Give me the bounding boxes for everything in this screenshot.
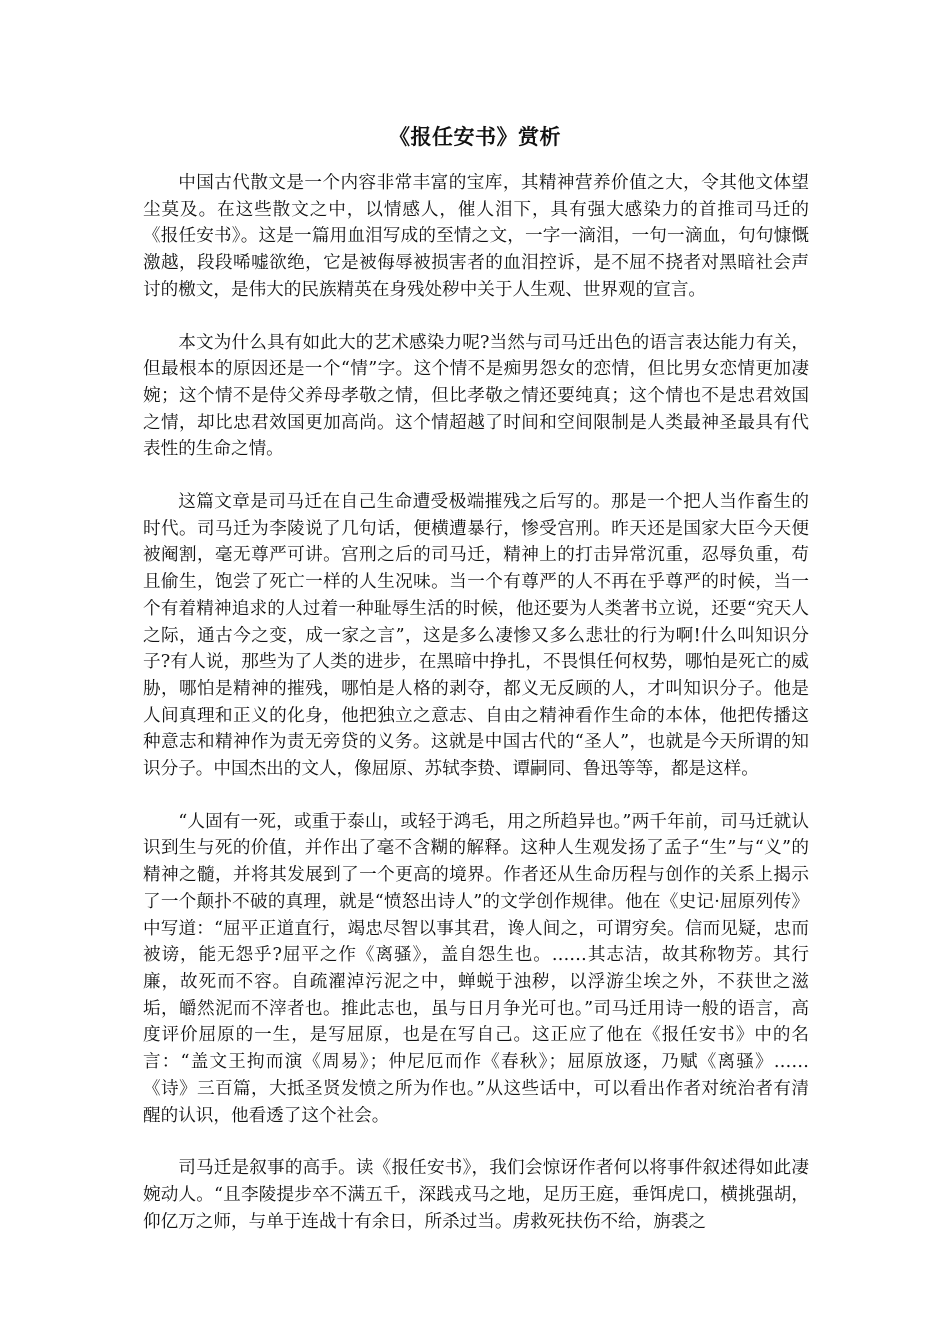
document-title: 《报任安书》赏析 — [389, 124, 561, 149]
document-body — [143, 170, 809, 1261]
paragraph-5: 司马迁是叙事的高手。读《报任安书》，我们会惊讶作者何以将事件叙述得如此凄婉动人。“且李陵提步卒不满五千，深践戎马之地，足历王庭，垂饵虎口，横挑强胡，仰亿万之师，与单于连战十有余日，所杀过当。虏救死扶伤不给，旃裘之 — [143, 1158, 809, 1232]
paragraph-2: 本文为什么具有如此大的艺术感染力呢?当然与司马迁出色的语言表达能力有关，但最根本的原因还是一个“情”字。这个情不是痴男怨女的恋情，但比男女恋情更加凄婉；这个情不是侍父养母孝敬之情，但比孝敬之情还要纯真；这个情也不是忠君效国之情，却比忠君效国更加高尚。这个情超越了时间和空间限制是人类最神圣最具有代表性的生命之情。 — [143, 332, 809, 460]
paragraph-3: 这篇文章是司马迁在自己生命遭受极端摧残之后写的。那是一个把人当作畜生的时代。司马迁为李陵说了几句话，便横遭暴行，惨受宫刑。昨天还是国家大臣今天便被阉割，毫无尊严可讲。宫刑之后的司马迁，精神上的打击异常沉重，忍辱负重，苟且偷生，饱尝了死亡一样的人生况味。当一个有尊严的人不再在乎尊严的时候，当一个有着精神追求的人过着一种耻辱生活的时候，他还要为人类著书立说，还要“究天人之际，通古今之变，成一家之言”，这是多么凄惨又多么悲壮的行为啊!什么叫知识分子?有人说，那些为了人类的进步，在黑暗中挣扎，不畏惧任何权势，哪怕是死亡的威胁，哪怕是精神的摧残，哪怕是人格的剥夺，都义无反顾的人，才叫知识分子。他是人间真理和正义的化身，他把独立之意志、自由之精神看作生命的本体，他把传播这种意志和精神作为责无旁贷的义务。这就是中国古代的“圣人”，也就是今天所谓的知识分子。中国杰出的文人，像屈原、苏轼李贽、谭嗣同、鲁迅等等，都是这样。 — [143, 492, 809, 780]
paragraph-4: “人固有一死，或重于泰山，或轻于鸿毛，用之所趋异也。”两千年前，司马迁就认识到生与死的价值，并作出了毫不含糊的解释。这种人生观发扬了孟子“生”与“义”的精神之髓，并将其发展到了一个更高的境界。作者还从生命历程与创作的关系上揭示了一个颠扑不破的真理，就是“愤怒出诗人”的文学创作规律。他在《史记·屈原列传》中写道：“屈平正道直行，竭忠尽智以事其君，谗人间之，可谓穷矣。信而见疑，忠而被谤，能无怨乎?屈平之作《离骚》，盖自怨生也。……其志洁，故其称物芳。其行廉，故死而不容。自疏濯淖污泥之中，蝉蜕于浊秽，以浮游尘埃之外，不获世之滋垢，皭然泥而不滓者也。推此志也，虽与日月争光可也。”司马迁用诗一般的语言，高度评价屈原的一生，是写屈原，也是在写自己。这正应了他在《报任安书》中的名言：“盖文王拘而演《周易》；仲尼厄而作《春秋》；屈原放逐，乃赋《离骚》……《诗》三百篇，大抵圣贤发愤之所为作也。”从这些话中，可以看出作者对统治者有清醒的认识，他看透了这个社会。 — [143, 811, 809, 1126]
paragraph-1: 中国古代散文是一个内容非常丰富的宝库，其精神营养价值之大，令其他文体望尘莫及。在这些散文之中，以情感人，催人泪下，具有强大感染力的首推司马迁的《报任安书》。这是一篇用血泪写成的至情之文，一字一滴泪，一句一滴血，句句慷慨激越，段段唏嘘欲绝，它是被侮辱被损害者的血泪控诉，是不屈不挠者对黑暗社会声讨的檄文，是伟大的民族精英在身残处秽中关于人生观、世界观的宣言。 — [143, 173, 809, 300]
